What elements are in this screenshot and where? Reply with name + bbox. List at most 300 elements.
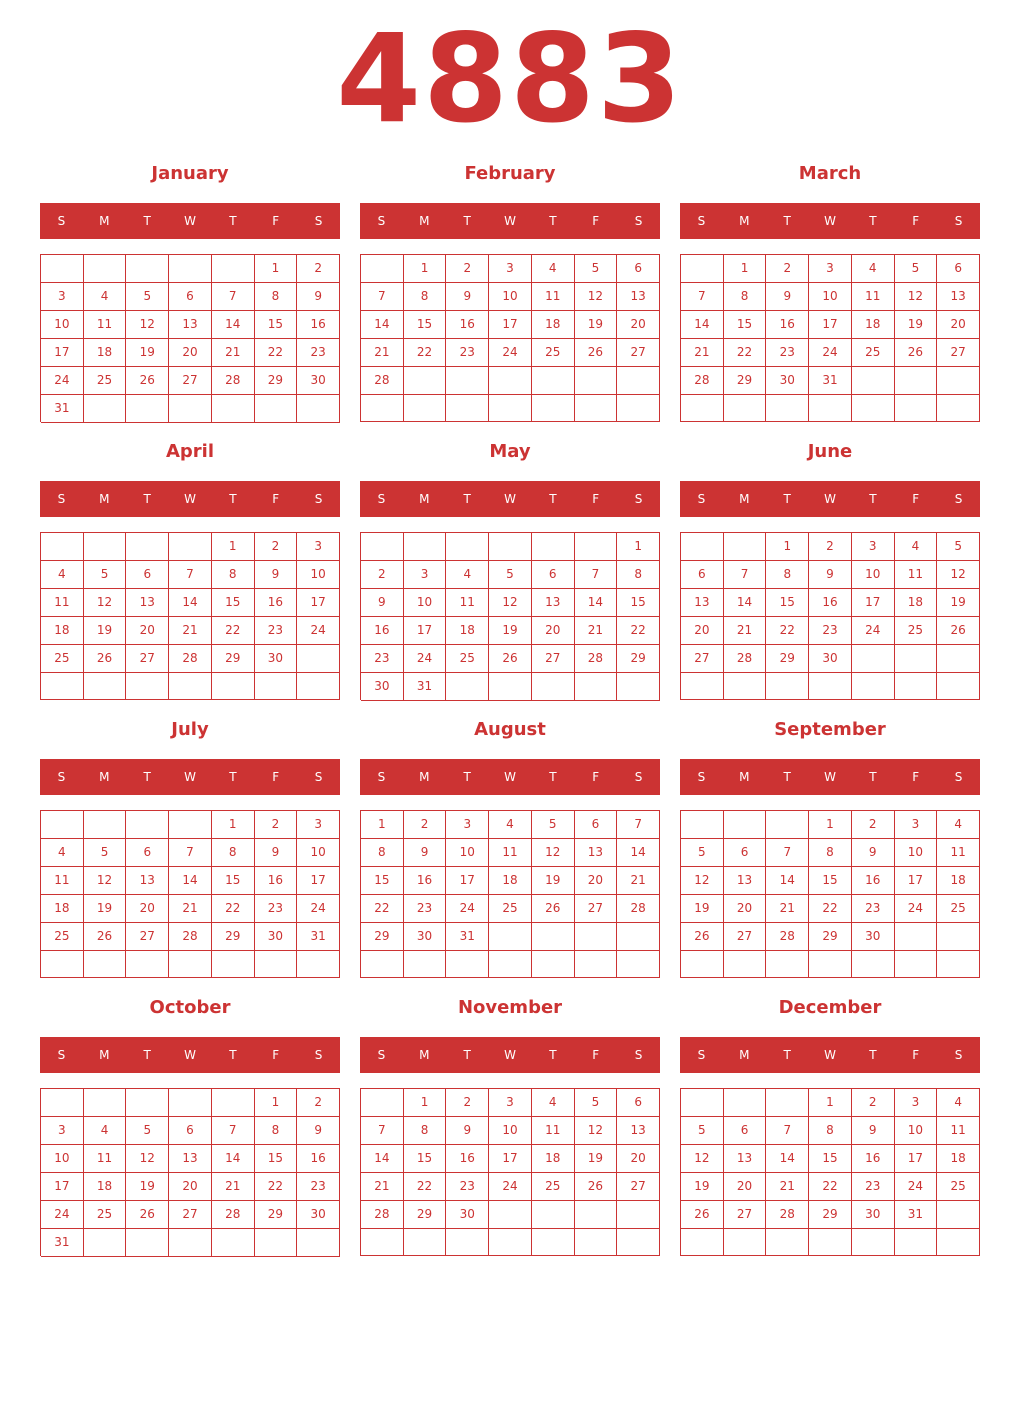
day-cell: 22 — [724, 339, 767, 367]
empty-cell — [41, 533, 84, 561]
day-cell: 31 — [446, 923, 489, 951]
day-cell: 29 — [766, 645, 809, 673]
day-cell: 5 — [937, 533, 980, 561]
empty-cell — [41, 255, 84, 283]
empty-cell — [766, 395, 809, 422]
day-cell: 18 — [446, 617, 489, 645]
empty-cell — [895, 923, 938, 951]
day-cell: 25 — [84, 367, 127, 395]
empty-cell — [937, 923, 980, 951]
day-cell: 28 — [361, 1201, 404, 1229]
day-cell: 20 — [532, 617, 575, 645]
weekday-label: T — [783, 770, 791, 784]
empty-cell — [489, 395, 532, 422]
day-cell: 28 — [212, 367, 255, 395]
empty-cell — [575, 533, 618, 561]
empty-cell — [937, 645, 980, 673]
day-cell: 14 — [766, 867, 809, 895]
day-cell: 23 — [361, 645, 404, 673]
day-cell: 26 — [532, 895, 575, 923]
day-cell: 6 — [937, 255, 980, 283]
day-cell: 28 — [575, 645, 618, 673]
empty-cell — [404, 367, 447, 395]
day-cell: 22 — [766, 617, 809, 645]
day-cell: 10 — [41, 1145, 84, 1173]
day-cell: 24 — [489, 1173, 532, 1201]
day-cell: 29 — [724, 367, 767, 395]
day-cell: 13 — [169, 311, 212, 339]
day-cell: 21 — [169, 617, 212, 645]
day-cell: 30 — [809, 645, 852, 673]
empty-cell — [532, 367, 575, 395]
weekday-label: S — [377, 214, 386, 228]
day-grid — [360, 532, 660, 700]
day-cell: 23 — [255, 895, 298, 923]
empty-cell — [617, 1229, 660, 1256]
weekday-label: W — [504, 492, 516, 506]
day-cell: 9 — [255, 839, 298, 867]
day-cell: 25 — [41, 645, 84, 673]
empty-cell — [575, 673, 618, 701]
empty-cell — [575, 367, 618, 395]
weekday-label: S — [57, 214, 66, 228]
day-cell: 27 — [617, 339, 660, 367]
weekday-label: M — [419, 770, 430, 784]
day-cell: 10 — [489, 283, 532, 311]
day-cell: 20 — [937, 311, 980, 339]
weekday-label: F — [272, 1048, 280, 1062]
weekday-label: T — [783, 214, 791, 228]
day-cell: 20 — [724, 895, 767, 923]
empty-cell — [895, 367, 938, 395]
month-title: October — [149, 997, 231, 1018]
day-cell: 18 — [41, 895, 84, 923]
empty-cell — [681, 1089, 724, 1117]
day-cell: 22 — [255, 1173, 298, 1201]
day-cell: 11 — [937, 1117, 980, 1145]
day-cell: 9 — [404, 839, 447, 867]
day-cell: 17 — [809, 311, 852, 339]
day-cell: 19 — [895, 311, 938, 339]
day-cell: 2 — [446, 1089, 489, 1117]
weekday-label: W — [824, 1048, 836, 1062]
empty-cell — [681, 673, 724, 700]
day-cell: 3 — [404, 561, 447, 589]
empty-cell — [446, 367, 489, 395]
empty-cell — [895, 395, 938, 422]
day-cell: 27 — [575, 895, 618, 923]
day-cell: 2 — [852, 811, 895, 839]
day-cell: 13 — [575, 839, 618, 867]
empty-cell — [404, 533, 447, 561]
empty-cell — [489, 923, 532, 951]
day-cell: 15 — [404, 311, 447, 339]
day-cell: 11 — [41, 867, 84, 895]
day-cell: 19 — [126, 339, 169, 367]
day-cell: 4 — [852, 255, 895, 283]
empty-cell — [41, 673, 84, 700]
day-cell: 10 — [404, 589, 447, 617]
day-cell: 6 — [575, 811, 618, 839]
empty-cell — [724, 1089, 767, 1117]
day-cell: 5 — [84, 561, 127, 589]
empty-cell — [84, 395, 127, 423]
day-cell: 15 — [809, 1145, 852, 1173]
day-cell: 4 — [937, 1089, 980, 1117]
weekday-label: T — [143, 214, 151, 228]
day-cell: 11 — [41, 589, 84, 617]
day-cell: 6 — [126, 839, 169, 867]
month-title: May — [489, 441, 531, 462]
day-cell: 18 — [852, 311, 895, 339]
weekday-label: F — [912, 770, 920, 784]
day-cell: 1 — [809, 811, 852, 839]
day-cell: 2 — [255, 811, 298, 839]
day-cell: 8 — [809, 1117, 852, 1145]
weekday-label: F — [592, 214, 600, 228]
weekday-label: T — [229, 770, 237, 784]
weekday-label: W — [504, 770, 516, 784]
day-cell: 26 — [126, 1201, 169, 1229]
empty-cell — [575, 1229, 618, 1256]
day-cell: 29 — [212, 645, 255, 673]
empty-cell — [446, 533, 489, 561]
day-cell: 12 — [84, 589, 127, 617]
day-cell: 27 — [681, 645, 724, 673]
weekday-label: T — [143, 1048, 151, 1062]
day-cell: 11 — [895, 561, 938, 589]
empty-cell — [937, 951, 980, 978]
day-cell: 18 — [937, 1145, 980, 1173]
day-cell: 31 — [895, 1201, 938, 1229]
weekday-label: S — [634, 492, 643, 506]
day-cell: 29 — [212, 923, 255, 951]
day-cell: 13 — [937, 283, 980, 311]
day-cell: 18 — [84, 1173, 127, 1201]
empty-cell — [681, 951, 724, 978]
day-cell: 16 — [766, 311, 809, 339]
day-cell: 14 — [575, 589, 618, 617]
day-cell: 12 — [681, 867, 724, 895]
day-cell: 7 — [169, 839, 212, 867]
day-cell: 7 — [681, 283, 724, 311]
weekday-header — [680, 1037, 980, 1073]
weekday-label: S — [57, 1048, 66, 1062]
day-cell: 9 — [255, 561, 298, 589]
empty-cell — [809, 673, 852, 700]
day-cell: 7 — [724, 561, 767, 589]
day-cell: 8 — [617, 561, 660, 589]
weekday-header — [40, 481, 340, 517]
weekday-label: M — [99, 492, 110, 506]
month-title: January — [151, 163, 229, 184]
empty-cell — [212, 395, 255, 423]
day-cell: 23 — [404, 895, 447, 923]
day-cell: 4 — [489, 811, 532, 839]
day-cell: 9 — [297, 283, 340, 311]
day-cell: 26 — [489, 645, 532, 673]
day-cell: 21 — [681, 339, 724, 367]
day-cell: 27 — [169, 1201, 212, 1229]
day-cell: 5 — [84, 839, 127, 867]
day-cell: 27 — [532, 645, 575, 673]
day-cell: 10 — [297, 561, 340, 589]
day-cell: 31 — [41, 1229, 84, 1257]
empty-cell — [169, 1229, 212, 1257]
day-cell: 23 — [809, 617, 852, 645]
day-cell: 1 — [404, 255, 447, 283]
weekday-label: T — [143, 492, 151, 506]
weekday-label: M — [739, 214, 750, 228]
month-title: February — [464, 163, 556, 184]
weekday-label: S — [697, 1048, 706, 1062]
empty-cell — [937, 1229, 980, 1256]
day-cell: 10 — [446, 839, 489, 867]
weekday-label: T — [229, 214, 237, 228]
day-cell: 11 — [84, 1145, 127, 1173]
weekday-label: M — [419, 1048, 430, 1062]
weekday-label: F — [272, 492, 280, 506]
day-cell: 8 — [212, 561, 255, 589]
empty-cell — [617, 1201, 660, 1229]
day-cell: 22 — [404, 1173, 447, 1201]
weekday-label: F — [592, 492, 600, 506]
day-cell: 20 — [169, 339, 212, 367]
empty-cell — [766, 1229, 809, 1256]
day-cell: 7 — [766, 839, 809, 867]
empty-cell — [937, 1201, 980, 1229]
empty-cell — [575, 1201, 618, 1229]
empty-cell — [169, 811, 212, 839]
weekday-label: T — [463, 770, 471, 784]
weekday-label: S — [954, 1048, 963, 1062]
weekday-label: F — [592, 770, 600, 784]
day-cell: 31 — [404, 673, 447, 701]
day-cell: 17 — [489, 1145, 532, 1173]
day-cell: 3 — [41, 283, 84, 311]
day-cell: 5 — [126, 1117, 169, 1145]
empty-cell — [41, 811, 84, 839]
day-cell: 30 — [297, 367, 340, 395]
day-cell: 25 — [41, 923, 84, 951]
day-cell: 25 — [852, 339, 895, 367]
empty-cell — [852, 367, 895, 395]
empty-cell — [617, 367, 660, 395]
empty-cell — [852, 673, 895, 700]
day-cell: 18 — [895, 589, 938, 617]
day-cell: 2 — [255, 533, 298, 561]
empty-cell — [852, 1229, 895, 1256]
weekday-label: T — [869, 770, 877, 784]
day-cell: 27 — [169, 367, 212, 395]
weekday-label: S — [634, 770, 643, 784]
day-cell: 6 — [724, 839, 767, 867]
day-cell: 10 — [41, 311, 84, 339]
day-cell: 7 — [169, 561, 212, 589]
day-cell: 11 — [84, 311, 127, 339]
empty-cell — [724, 673, 767, 700]
day-cell: 13 — [724, 867, 767, 895]
day-grid — [360, 810, 660, 978]
day-cell: 27 — [617, 1173, 660, 1201]
weekday-label: T — [463, 492, 471, 506]
empty-cell — [84, 951, 127, 978]
day-cell: 4 — [937, 811, 980, 839]
day-cell: 3 — [446, 811, 489, 839]
day-cell: 17 — [446, 867, 489, 895]
month-title: September — [774, 719, 886, 740]
day-cell: 6 — [617, 1089, 660, 1117]
day-cell: 26 — [575, 1173, 618, 1201]
day-cell: 3 — [41, 1117, 84, 1145]
empty-cell — [84, 1089, 127, 1117]
day-cell: 3 — [297, 811, 340, 839]
day-cell: 16 — [446, 1145, 489, 1173]
empty-cell — [446, 395, 489, 422]
day-cell: 1 — [361, 811, 404, 839]
day-cell: 28 — [681, 367, 724, 395]
day-cell: 13 — [724, 1145, 767, 1173]
empty-cell — [681, 1229, 724, 1256]
day-cell: 18 — [489, 867, 532, 895]
empty-cell — [169, 255, 212, 283]
day-cell: 31 — [809, 367, 852, 395]
empty-cell — [361, 951, 404, 978]
day-cell: 25 — [937, 895, 980, 923]
day-grid — [680, 532, 980, 700]
day-cell: 23 — [446, 1173, 489, 1201]
empty-cell — [404, 395, 447, 422]
day-cell: 11 — [446, 589, 489, 617]
day-cell: 14 — [361, 1145, 404, 1173]
empty-cell — [617, 395, 660, 422]
day-cell: 27 — [126, 645, 169, 673]
empty-cell — [532, 673, 575, 701]
day-cell: 11 — [937, 839, 980, 867]
day-cell: 21 — [212, 1173, 255, 1201]
day-cell: 17 — [489, 311, 532, 339]
day-cell: 31 — [297, 923, 340, 951]
day-cell: 16 — [852, 1145, 895, 1173]
day-cell: 24 — [297, 895, 340, 923]
day-cell: 9 — [297, 1117, 340, 1145]
empty-cell — [297, 673, 340, 700]
day-cell: 29 — [255, 1201, 298, 1229]
day-cell: 24 — [895, 1173, 938, 1201]
weekday-label: T — [869, 492, 877, 506]
day-cell: 2 — [446, 255, 489, 283]
day-cell: 26 — [937, 617, 980, 645]
day-cell: 17 — [895, 1145, 938, 1173]
day-cell: 25 — [532, 339, 575, 367]
day-cell: 9 — [809, 561, 852, 589]
empty-cell — [126, 255, 169, 283]
weekday-label: M — [419, 492, 430, 506]
day-cell: 20 — [681, 617, 724, 645]
day-cell: 4 — [532, 255, 575, 283]
day-cell: 31 — [41, 395, 84, 423]
day-cell: 10 — [895, 1117, 938, 1145]
empty-cell — [617, 951, 660, 978]
empty-cell — [937, 367, 980, 395]
day-cell: 27 — [724, 923, 767, 951]
month-title: December — [778, 997, 882, 1018]
day-cell: 1 — [212, 533, 255, 561]
day-grid — [360, 1088, 660, 1256]
day-cell: 15 — [212, 589, 255, 617]
day-cell: 24 — [809, 339, 852, 367]
weekday-label: W — [504, 214, 516, 228]
weekday-label: M — [739, 492, 750, 506]
day-cell: 29 — [361, 923, 404, 951]
day-cell: 7 — [212, 283, 255, 311]
empty-cell — [297, 395, 340, 423]
weekday-label: W — [824, 770, 836, 784]
weekday-label: T — [549, 214, 557, 228]
day-cell: 30 — [852, 1201, 895, 1229]
day-cell: 13 — [169, 1145, 212, 1173]
weekday-label: M — [99, 770, 110, 784]
day-cell: 24 — [852, 617, 895, 645]
day-cell: 22 — [212, 617, 255, 645]
day-cell: 29 — [617, 645, 660, 673]
day-cell: 13 — [126, 589, 169, 617]
day-cell: 25 — [895, 617, 938, 645]
day-cell: 12 — [489, 589, 532, 617]
day-grid — [40, 810, 340, 978]
empty-cell — [937, 395, 980, 422]
day-cell: 8 — [809, 839, 852, 867]
day-cell: 15 — [361, 867, 404, 895]
day-cell: 22 — [809, 1173, 852, 1201]
day-cell: 12 — [895, 283, 938, 311]
day-cell: 14 — [766, 1145, 809, 1173]
day-cell: 24 — [446, 895, 489, 923]
weekday-label: S — [377, 770, 386, 784]
day-cell: 8 — [212, 839, 255, 867]
day-cell: 10 — [297, 839, 340, 867]
day-cell: 23 — [255, 617, 298, 645]
day-cell: 5 — [681, 1117, 724, 1145]
weekday-label: S — [697, 492, 706, 506]
day-cell: 27 — [126, 923, 169, 951]
weekday-label: W — [824, 492, 836, 506]
empty-cell — [84, 673, 127, 700]
day-cell: 28 — [361, 367, 404, 395]
day-cell: 5 — [575, 1089, 618, 1117]
weekday-label: T — [549, 1048, 557, 1062]
day-cell: 30 — [852, 923, 895, 951]
day-cell: 17 — [41, 1173, 84, 1201]
day-cell: 1 — [255, 255, 298, 283]
empty-cell — [532, 1229, 575, 1256]
empty-cell — [41, 951, 84, 978]
weekday-header — [680, 759, 980, 795]
day-cell: 6 — [681, 561, 724, 589]
empty-cell — [489, 1201, 532, 1229]
day-cell: 17 — [404, 617, 447, 645]
day-cell: 9 — [446, 1117, 489, 1145]
day-cell: 18 — [84, 339, 127, 367]
day-cell: 11 — [532, 1117, 575, 1145]
empty-cell — [404, 951, 447, 978]
weekday-label: T — [869, 1048, 877, 1062]
day-cell: 19 — [681, 895, 724, 923]
day-cell: 18 — [41, 617, 84, 645]
day-cell: 30 — [255, 923, 298, 951]
day-cell: 24 — [41, 367, 84, 395]
empty-cell — [766, 951, 809, 978]
